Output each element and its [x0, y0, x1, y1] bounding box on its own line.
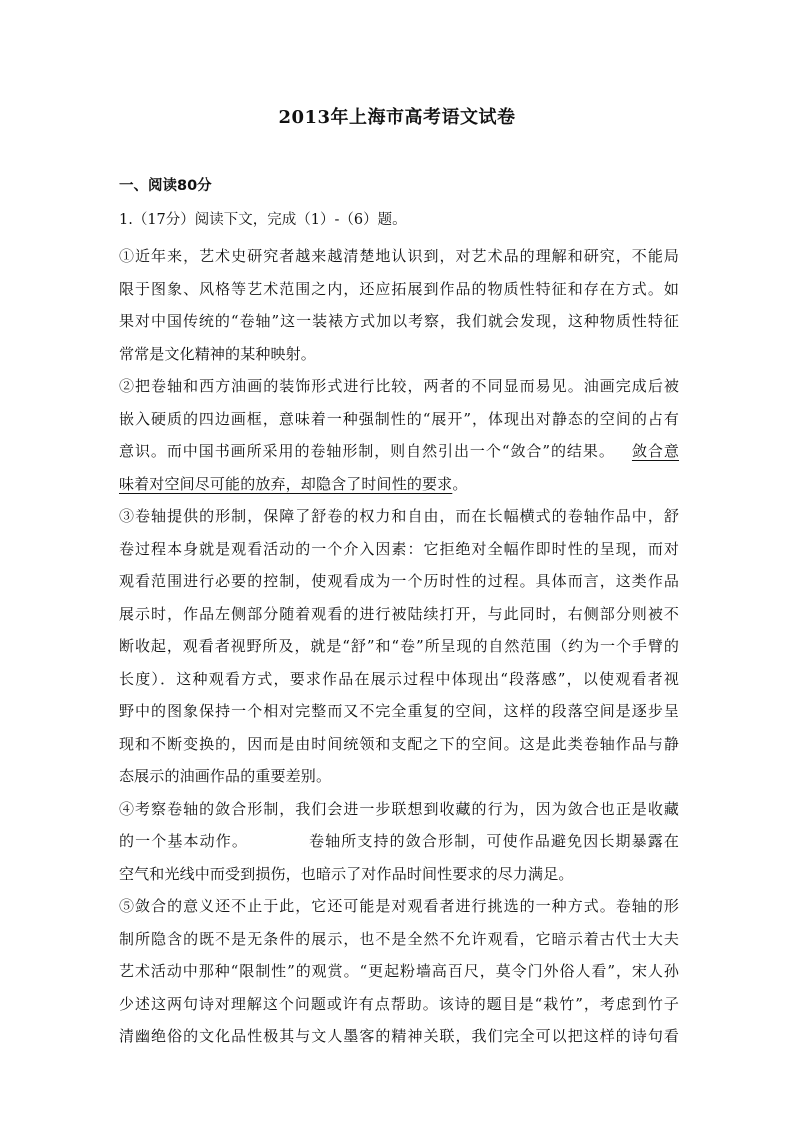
paragraph-2-line-with-underline-start	[119, 435, 679, 468]
paragraph-1-line: 限于图象、风格等艺术范围之内，还应拓展到作品的物质性特征和存在方式。如	[119, 279, 679, 298]
paragraph-5-line: 清幽绝俗的文化品性极其与文人墨客的精神关联，我们完全可以把这样的诗句看	[119, 1027, 679, 1045]
paragraph-4-line-with-blank	[119, 825, 679, 858]
paragraph-1-line: 果对中国传统的“卷轴”这一装裱方式加以考察，我们就会发现，这种物质性特征	[119, 312, 679, 330]
paragraph-5-line: 少述这两句诗对理解这个问题或许有点帮助。该诗的题目是“栽竹”，考虑到竹子	[119, 994, 679, 1013]
paragraph-2-line-underlined	[119, 468, 679, 501]
question-intro: 1.（17分）阅读下文，完成（1）-（6）题。	[119, 212, 407, 228]
paragraph-5-line: ⑤敛合的意义还不止于此，它还可能是对观看者进行挑选的一种方式。卷轴的形	[119, 897, 679, 915]
paragraph-4-text-a: 的一个基本动作。	[119, 832, 249, 850]
section-heading: 一、阅读80分	[119, 178, 212, 194]
paragraph-3-line: 展示时，作品左侧部分随着观看的进行被陆续打开，与此同时，右侧部分则被不	[119, 604, 679, 623]
paragraph-3-line: ③卷轴提供的形制，保障了舒卷的权力和自由，而在长幅横式的卷轴作品中，舒	[119, 507, 679, 525]
paragraph-1-line: 常常是文化精神的某种映射。	[119, 344, 316, 363]
paragraph-5-line: 艺术活动中那种“限制性”的观赏。“更起粉墙高百尺，莫令门外俗人看”，宋人孙	[119, 962, 679, 980]
page-title: 2013年上海市高考语文试卷	[278, 107, 516, 128]
paragraph-3-line: 长度）．这种观看方式，要求作品在展示过程中体现出“段落感”，以使观看者视	[119, 669, 679, 688]
underlined-sentence-part-2: 味着对空间尽可能的放弃，却隐含了时间性的要求	[119, 474, 453, 493]
paragraph-5-line: 制所隐含的既不是无条件的展示，也不是全然不允许观看，它暗示着古代士大夫	[119, 929, 679, 948]
paragraph-4-line: 空气和光线中而受到损伤，也暗示了对作品时间性要求的尽力满足。	[119, 864, 574, 883]
paragraph-3-line: 卷过程本身就是观看活动的一个介入因素：它拒绝对全幅作即时性的呈现，而对	[119, 539, 679, 558]
paragraph-4-line: ④考察卷轴的敛合形制，我们会进一步联想到收藏的行为，因为敛合也正是收藏	[119, 799, 679, 818]
underlined-sentence-part-1: 敛合意	[631, 442, 680, 460]
passage-body	[119, 240, 679, 1053]
paragraph-2-line: 嵌入硬质的四边画框，意味着一种强制性的“展开”，体现出对静态的空间的占有	[119, 409, 679, 428]
paragraph-2-line: ②把卷轴和西方油画的装饰形式进行比较，两者的不同显而易见。油画完成后被	[119, 377, 679, 395]
paragraph-2-text: 意识。而中国书画所采用的卷轴形制，则自然引出一个“敛合”的结果。	[119, 442, 615, 460]
paragraph-3-line: 观看范围进行必要的控制，使观看成为一个历时性的过程。具体而言，这类作品	[119, 572, 679, 590]
paragraph-3-line: 现和不断变换的，因而是由时间统领和支配之下的空间。这是此类卷轴作品与静	[119, 734, 679, 753]
paragraph-3-line: 野中的图象保持一个相对完整而又不完全重复的空间，这样的段落空间是逐步呈	[119, 702, 679, 720]
paragraph-1-line: ①近年来，艺术史研究者越来越清楚地认识到，对艺术品的理解和研究，不能局	[119, 247, 679, 265]
paragraph-3-line: 态展示的油画作品的重要差别。	[119, 767, 332, 785]
paragraph-3-line: 断收起，观看者视野所及，就是“舒”和“卷”所呈现的自然范围（约为一个手臂的	[119, 637, 679, 655]
paragraph-4-text-b: 卷轴所支持的敛合形制，可使作品避免因长期暴露在	[308, 832, 680, 850]
paragraph-2-tail: 。	[452, 474, 468, 493]
